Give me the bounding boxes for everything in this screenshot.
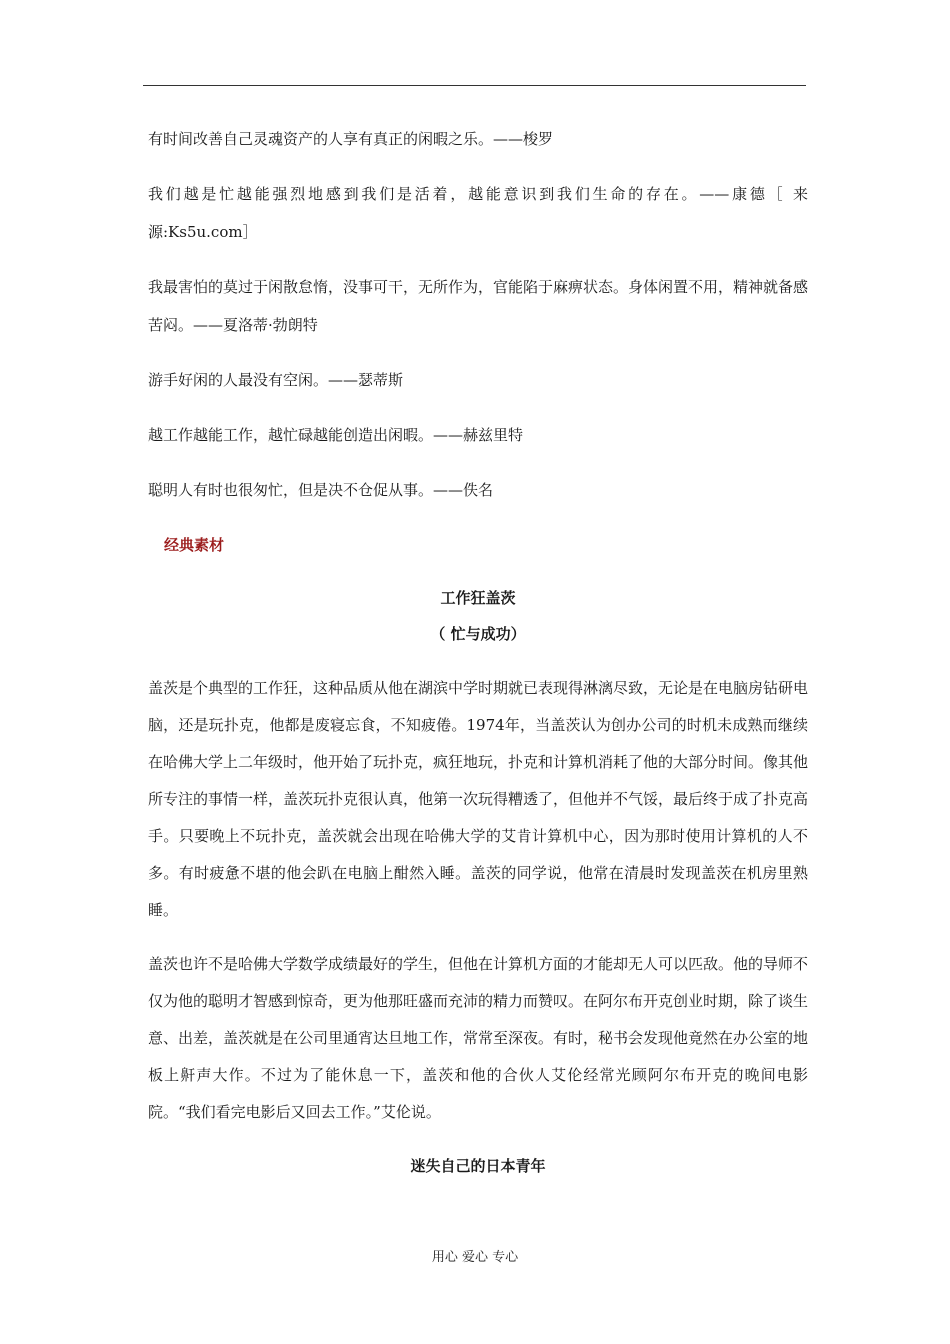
story-subtitle: （ 忙与成功）	[430, 625, 526, 643]
story-title: 工作狂盖茨	[440, 589, 516, 607]
story-paragraph-1: 盖茨是个典型的工作狂，这种品质从他在湖滨中学时期就已表现得淋漓尽致，无论是在电脑房钻研电脑，还是玩扑克，他都是废寝忘食，不知疲倦。1974年，当盖茨认为创办公司的时机未成熟而继续在哈佛大学上二年级时，他开始了玩扑克，疯狂地玩，扑克和计算机消耗了他的大部分时间。像其他所专注的事情一样，盖茨玩扑克很认真，他第一次玩得糟透了，但他并不气馁，最后终于成了扑克高手。只要晚上不玩扑克，盖茨就会出现在哈佛大学的艾肯计算机中心，因为那时使用计算机的人不多。有时疲惫不堪的他会趴在电脑上酣然入睡。盖茨的同学说，他常在清晨时发现盖茨在机房里熟睡。	[148, 679, 809, 919]
quote-3: 我最害怕的莫过于闲散怠惰，没事可干，无所作为，官能陷于麻痹状态。身体闲置不用，精神就备感苦闷。——夏洛蒂·勃朗特	[148, 278, 809, 334]
section-label: 经典素材	[164, 536, 225, 554]
page-content	[148, 120, 808, 1184]
quote-1: 有时间改善自己灵魂资产的人享有真正的闲暇之乐。——梭罗	[148, 130, 554, 148]
quote-5: 越工作越能工作，越忙碌越能创造出闲暇。——赫兹里特	[148, 426, 524, 444]
story2-title: 迷失自己的日本青年	[410, 1157, 546, 1175]
quote-6: 聪明人有时也很匆忙，但是决不仓促从事。——佚名	[148, 481, 494, 499]
page-footer: 用心 爱心 专心	[431, 1250, 519, 1265]
header-rule	[143, 85, 806, 86]
quote-2: 我们越是忙越能强烈地感到我们是活着，越能意识到我们生命的存在。——康德［ 来源:Ks5u.com］	[148, 185, 808, 241]
story-paragraph-2: 盖茨也许不是哈佛大学数学成绩最好的学生，但他在计算机方面的才能却无人可以匹敌。他的导师不仅为他的聪明才智感到惊奇，更为他那旺盛而充沛的精力而赞叹。在阿尔布开克创业时期，除了谈生意、出差，盖茨就是在公司里通宵达旦地工作，常常至深夜。有时，秘书会发现他竟然在办公室的地板上鼾声大作。不过为了能休息一下，盖茨和他的合伙人艾伦经常光顾阿尔布开克的晚间电影院。“我们看完电影后又回去工作。”艾伦说。	[148, 955, 809, 1121]
quote-4: 游手好闲的人最没有空闲。——瑟蒂斯	[148, 371, 404, 389]
